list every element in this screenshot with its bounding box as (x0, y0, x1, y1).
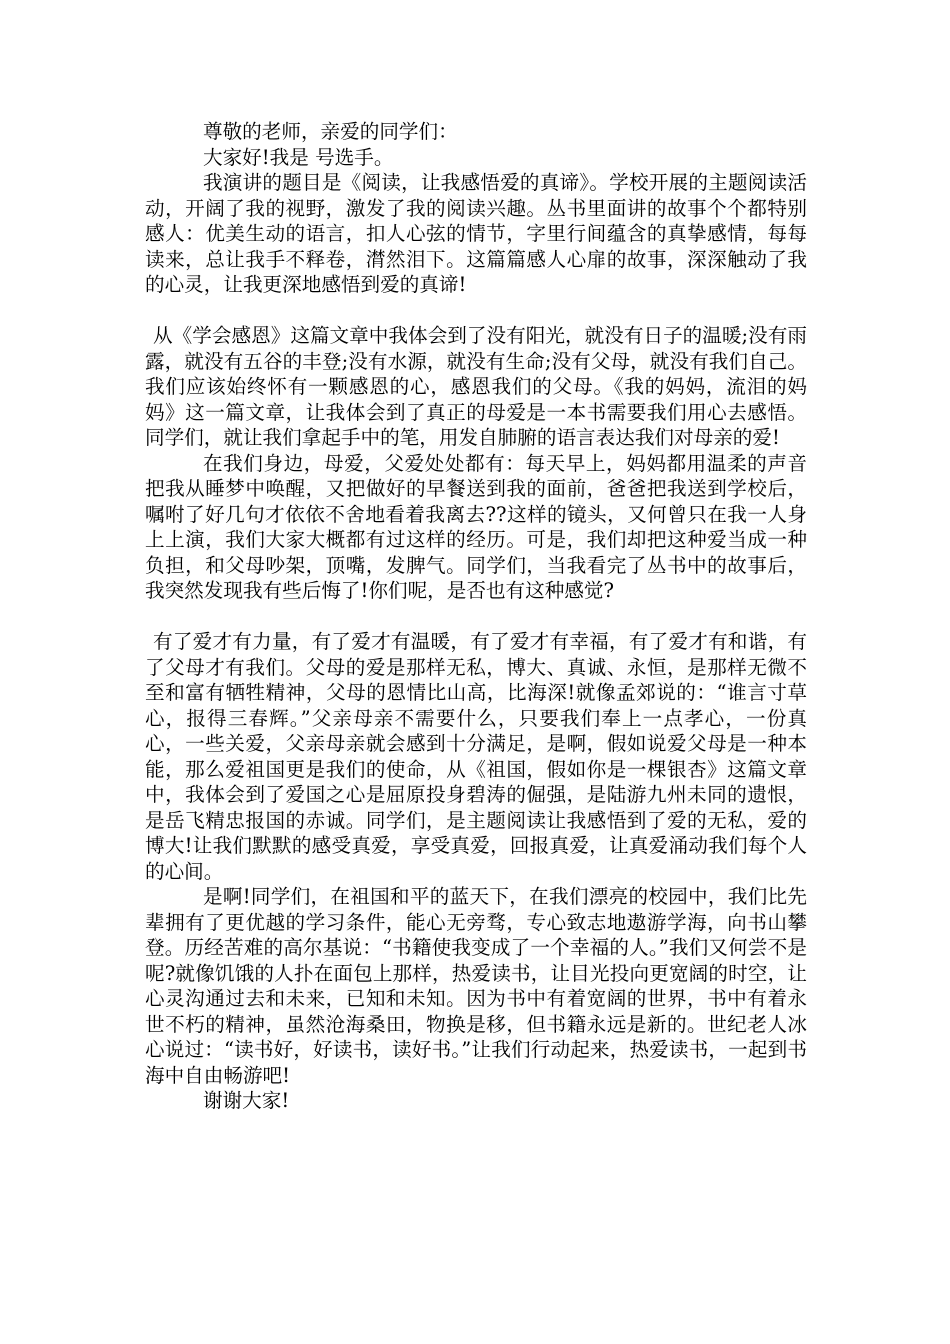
greeting-line: 尊敬的老师，亲爱的同学们： (203, 120, 458, 143)
blank-line (145, 604, 807, 630)
speech-body (145, 119, 807, 1114)
paragraph-gratitude: 从《学会感恩》这篇文章中我体会到了没有阳光，就没有日子的温暖;没有雨露，就没有五谷的丰登;没有水源，就没有生命;没有父母，就没有我们自己。我们应该始终怀有一颗感恩的心，感恩我们的父母。《我的妈妈，流泪的妈妈》这一篇文章，让我体会到了真正的母爱是一本书需要我们用心去感悟。同学们，就让我们拿起手中的笔，用发自肺腑的语言表达我们对母亲的爱! (145, 324, 807, 449)
closing-line: 谢谢大家! (203, 1089, 290, 1112)
intro-line: 大家好!我是 号选手。 (203, 145, 394, 169)
paragraph-topic: 我演讲的题目是《阅读，让我感悟爱的真谛》。学校开展的主题阅读活动，开阔了我的视野，激发了我的阅读兴趣。丛书里面讲的故事个个都特别感人：优美生动的语言，扣人心弦的情节，字里行间蕴含的真挚感情，每每读来，总让我手不释卷，潸然泪下。这篇篇感人心扉的故事，深深触动了我的心灵，让我更深地感悟到爱的真谛! (145, 171, 807, 296)
paragraph-reading: 是啊!同学们，在祖国和平的蓝天下，在我们漂亮的校园中，我们比先辈拥有了更优越的学习条件，能心无旁骛，专心致志地遨游学海，向书山攀登。历经苦难的高尔基说：“书籍使我变成了一个幸福的人。”我们又何尝不是呢?就像饥饿的人扑在面包上那样，热爱读书，让目光投向更宽阔的时空，让心灵沟通过去和未来，已知和未知。因为书中有着宽阔的世界，书中有着永世不朽的精神，虽然沧海桑田，物换是移，但书籍永远是新的。世纪老人冰心说过：“读书好，好读书，读好书。”让我们行动起来，热爱读书，一起到书海中自由畅游吧! (145, 885, 807, 1087)
paragraph-love-country: 有了爱才有力量，有了爱才有温暖，有了爱才有幸福，有了爱才有和谐，有了父母才有我们。父母的爱是那样无私，博大、真诚、永恒，是那样无微不至和富有牺牲精神，父母的恩情比山高，比海深!就像孟郊说的：“谁言寸草心，报得三春辉。”父亲母亲不需要什么，只要我们奉上一点孝心，一份真心，一些关爱，父亲母亲就会感到十分满足，是啊，假如说爱父母是一种本能，那么爱祖国更是我们的使命，从《祖国，假如你是一棵银杏》这篇文章中，我体会到了爱国之心是屈原投身碧涛的倔强，是陆游九州未同的遗恨，是岳飞精忠报国的赤诚。同学们，是主题阅读让我感悟到了爱的无私，爱的博大!让我们默默的感受真爱，享受真爱，回报真爱，让真爱涌动我们每个人的心间。 (145, 630, 807, 883)
paragraph-parents-love: 在我们身边，母爱，父爱处处都有：每天早上，妈妈都用温柔的声音把我从睡梦中唤醒，又把做好的早餐送到我的面前，爸爸把我送到学校后，嘱咐了好几句才依依不舍地看着我离去??这样的镜头，又何曾只在我一人身上上演，我们大家大概都有过这样的经历。可是，我们却把这种爱当成一种负担，和父母吵架，顶嘴，发脾气。同学们，当我看完了丛书中的故事后，我突然发现我有些后悔了!你们呢，是否也有这种感觉? (145, 451, 807, 602)
blank-line (145, 298, 807, 324)
